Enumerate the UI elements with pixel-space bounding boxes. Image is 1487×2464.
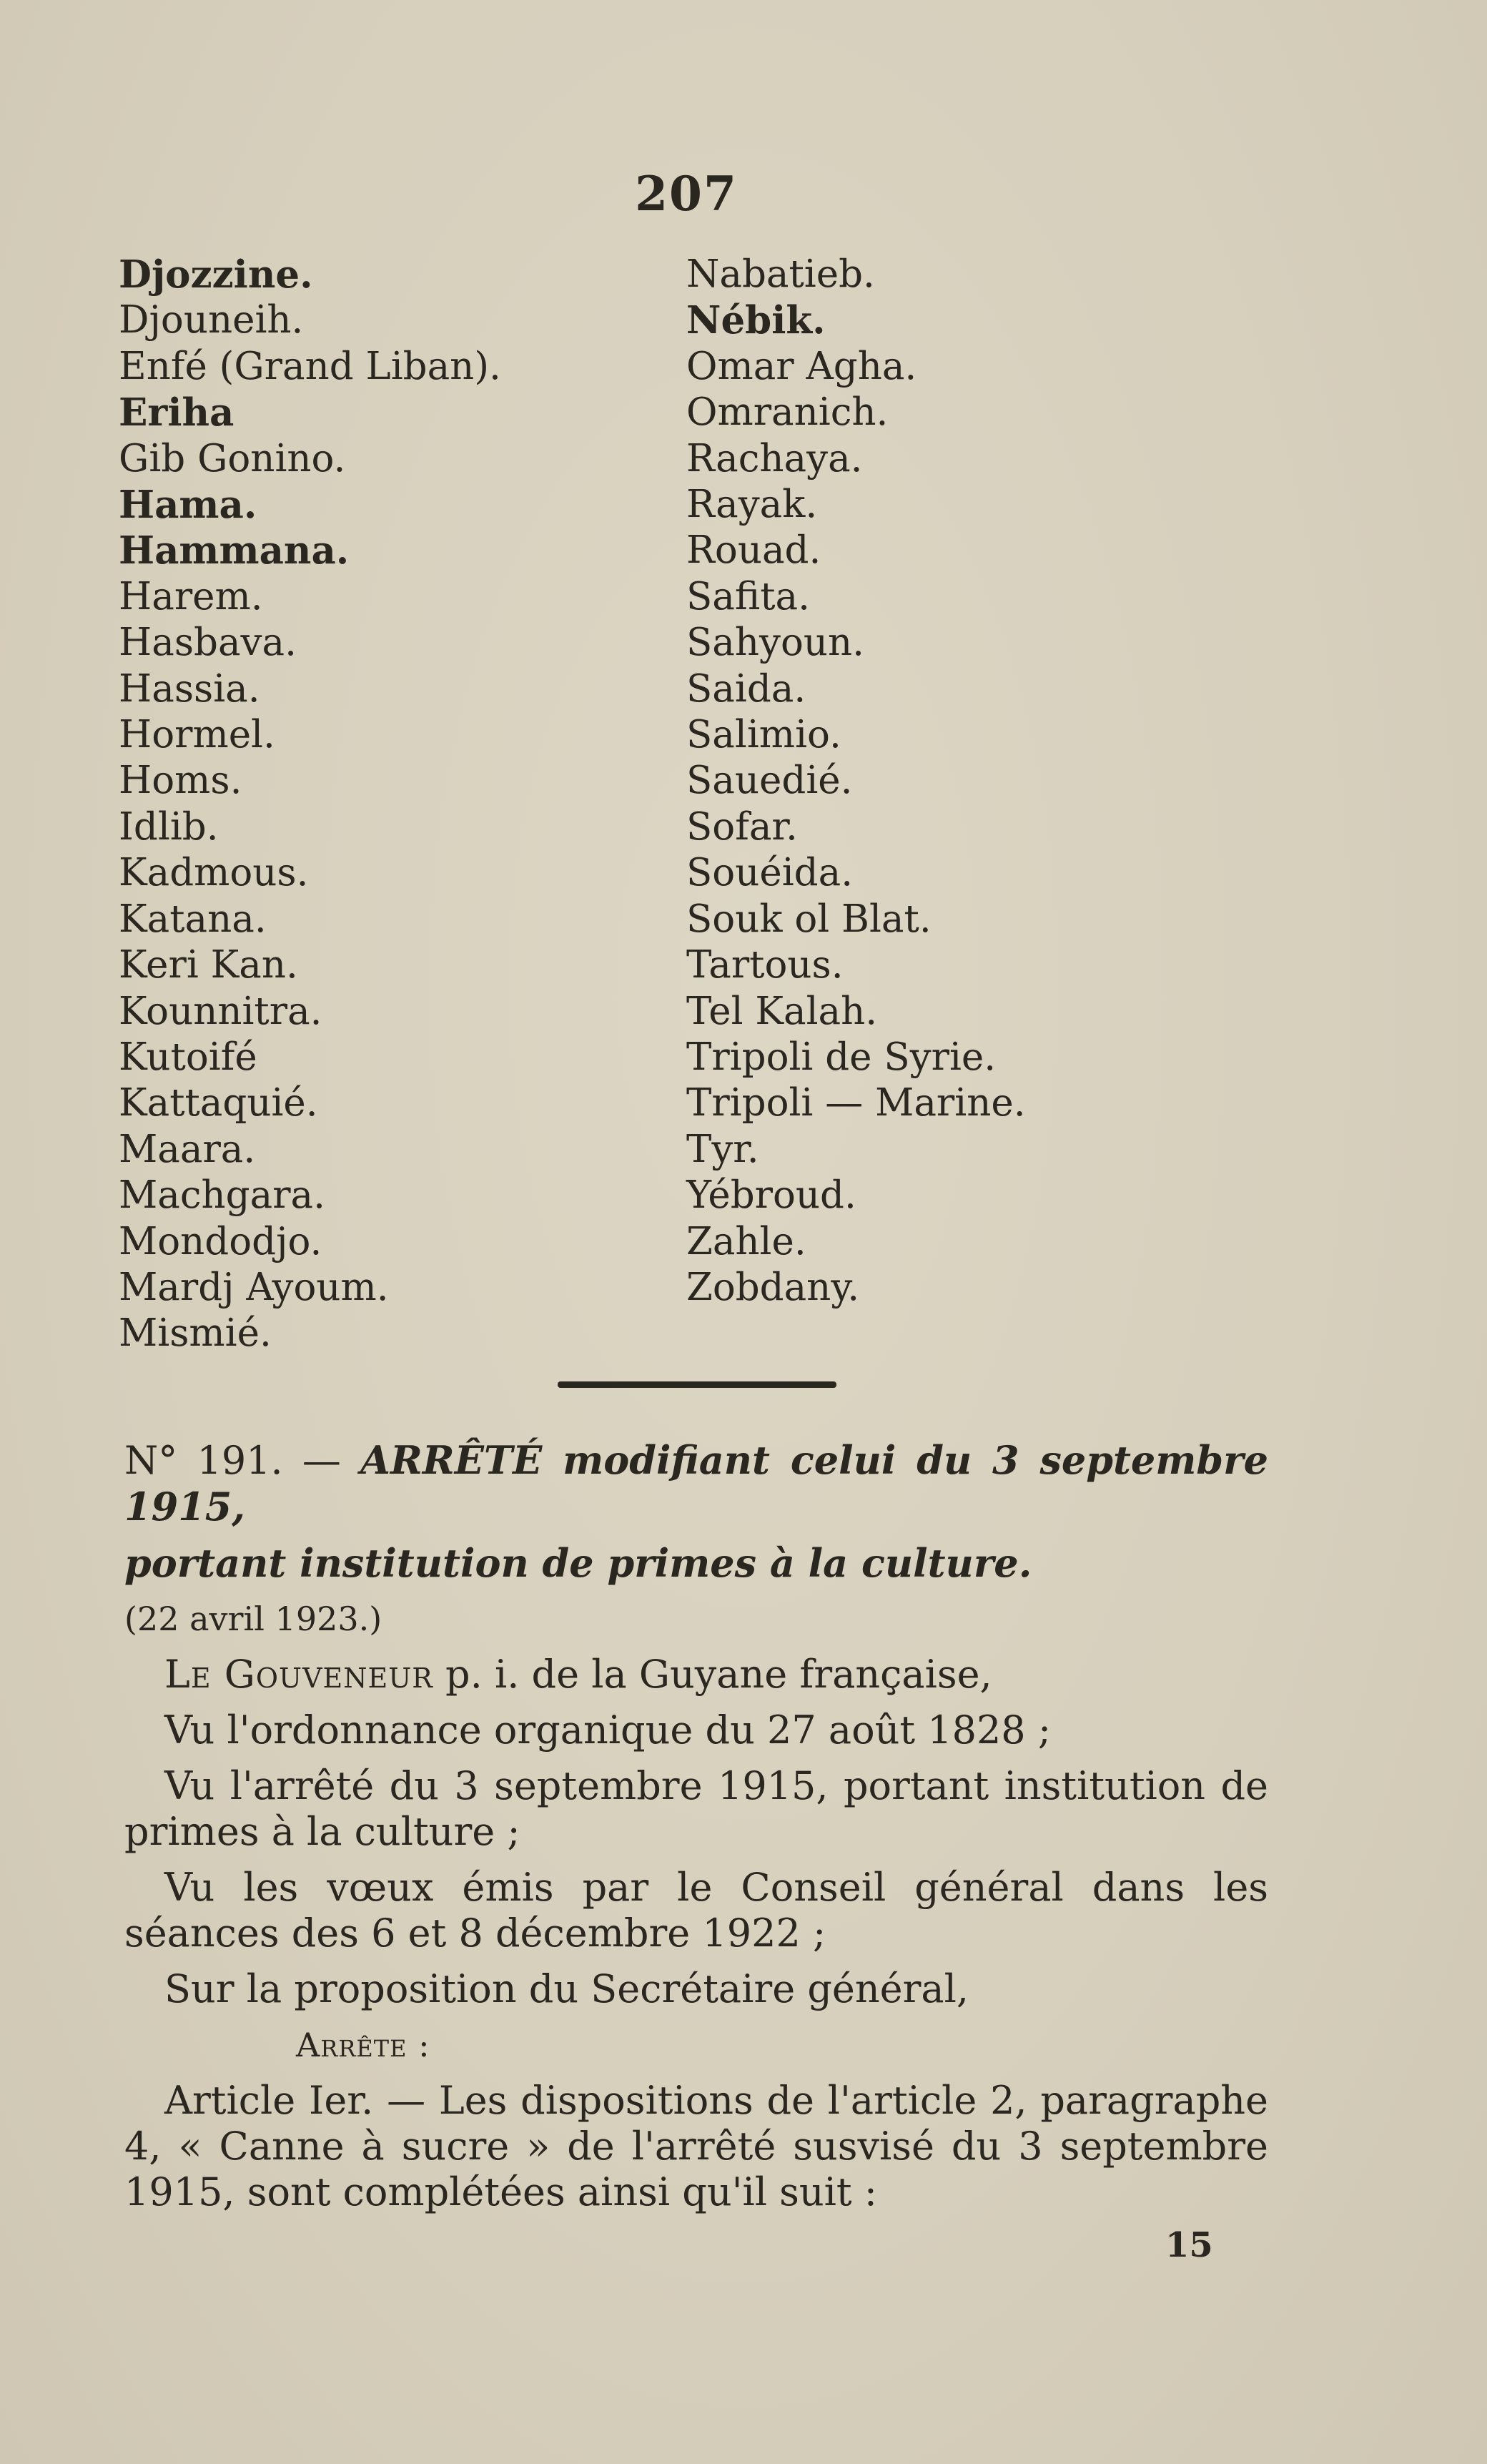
left-place-item: Hormel. [119,713,275,757]
right-place-item: Tripoli de Syrie. [686,1035,997,1079]
left-place-item: Kounnitra. [119,989,322,1033]
recital-conseil: Vu les vœux émis par le Conseil général dans les séances des 6 et 8 décembre 1922 ; [124,1865,1268,1956]
left-place-item: Hama. [119,483,257,528]
right-place-item: Sahyoun. [686,621,865,665]
page-number: 207 [635,166,738,222]
arrete-heading: Arrête : [296,2026,430,2064]
right-place-item: Safita. [686,574,811,619]
place-list-right [686,252,1330,1311]
left-place-item: Maara. [119,1127,256,1171]
right-place-item: Nabatieb. [686,252,875,296]
right-place-item: Tripoli — Marine. [686,1081,1026,1125]
decree-heading [124,1437,1268,1530]
right-place-item: Souéida. [686,851,854,895]
left-place-item: Mismié. [119,1311,272,1356]
left-place-item: Kadmous. [119,851,309,895]
left-place-item: Djozzine. [119,252,313,297]
left-place-item: Mardj Ayoum. [119,1265,389,1309]
right-place-item: Sofar. [686,804,798,849]
decree-title: ARRÊTÉ modifiant celui du 3 septembre 1915, [124,1437,1268,1529]
right-place-item: Zahle. [686,1219,806,1263]
decree-subtitle: portant institution de primes à la culture. [124,1540,1032,1586]
right-place-item: Tartous. [686,943,844,987]
governor-rest: p. i. de la Guyane française, [433,1652,992,1697]
right-place-item: Omranich. [686,390,889,435]
left-place-item: Keri Kan. [119,943,298,987]
left-place-item: Hammana. [119,528,350,573]
right-place-item: Salimio. [686,713,841,757]
left-place-item: Kutoifé [119,1035,257,1079]
place-list-left [119,252,662,1357]
decree-date: (22 avril 1923.) [124,1600,382,1638]
right-place-item: Saida. [686,666,806,711]
right-place-item: Rouad. [686,528,821,573]
article-1: Article Ier. — Les dispositions de l'article 2, paragraphe 4, « Canne à sucre » de l'arrêté susvisé du 3 septembre 1915, sont complétées ainsi qu'il suit : [124,2078,1268,2214]
right-place-item: Zobdany. [686,1265,860,1309]
right-place-item: Yébroud. [686,1173,856,1218]
section-divider [558,1381,836,1388]
left-place-item: Djouneih. [119,298,304,343]
right-place-item: Tyr. [686,1127,759,1171]
right-place-item: Tel Kalah. [686,989,878,1033]
left-place-item: Hassia. [119,666,260,711]
decree-section [124,1437,1268,2225]
right-place-item: Omar Agha. [686,344,917,388]
left-place-item: Machgara. [119,1173,325,1218]
right-place-item: Sauedié. [686,759,853,803]
proposition-line: Sur la proposition du Secrétaire général, [164,1966,969,2011]
left-place-item: Idlib. [119,804,219,849]
left-place-item: Katana. [119,897,267,941]
right-place-item: Nébik. [686,298,826,343]
decree-number: N° 191. — [124,1438,361,1483]
left-place-item: Harem. [119,574,263,619]
right-place-item: Rachaya. [686,436,863,481]
governor-title: Le Gouveneur [164,1652,433,1697]
right-place-item: Souk ol Blat. [686,897,932,941]
recital-ordonnance: Vu l'ordonnance organique du 27 août 1828 ; [164,1707,1052,1753]
left-place-item: Eriha [119,390,234,435]
governor-line [124,1652,1268,1697]
recital-arrete: Vu l'arrêté du 3 septembre 1915, portant institution de primes à la culture ; [124,1763,1268,1854]
left-place-item: Homs. [119,759,242,803]
right-place-item: Rayak. [686,483,818,527]
left-place-item: Hasbava. [119,621,297,665]
left-place-item: Gib Gonino. [119,436,346,481]
left-place-item: Kattaquié. [119,1081,318,1125]
signature-mark: 15 [1165,2225,1213,2265]
left-place-item: Enfé (Grand Liban). [119,344,501,388]
left-place-item: Mondodjo. [119,1219,322,1263]
